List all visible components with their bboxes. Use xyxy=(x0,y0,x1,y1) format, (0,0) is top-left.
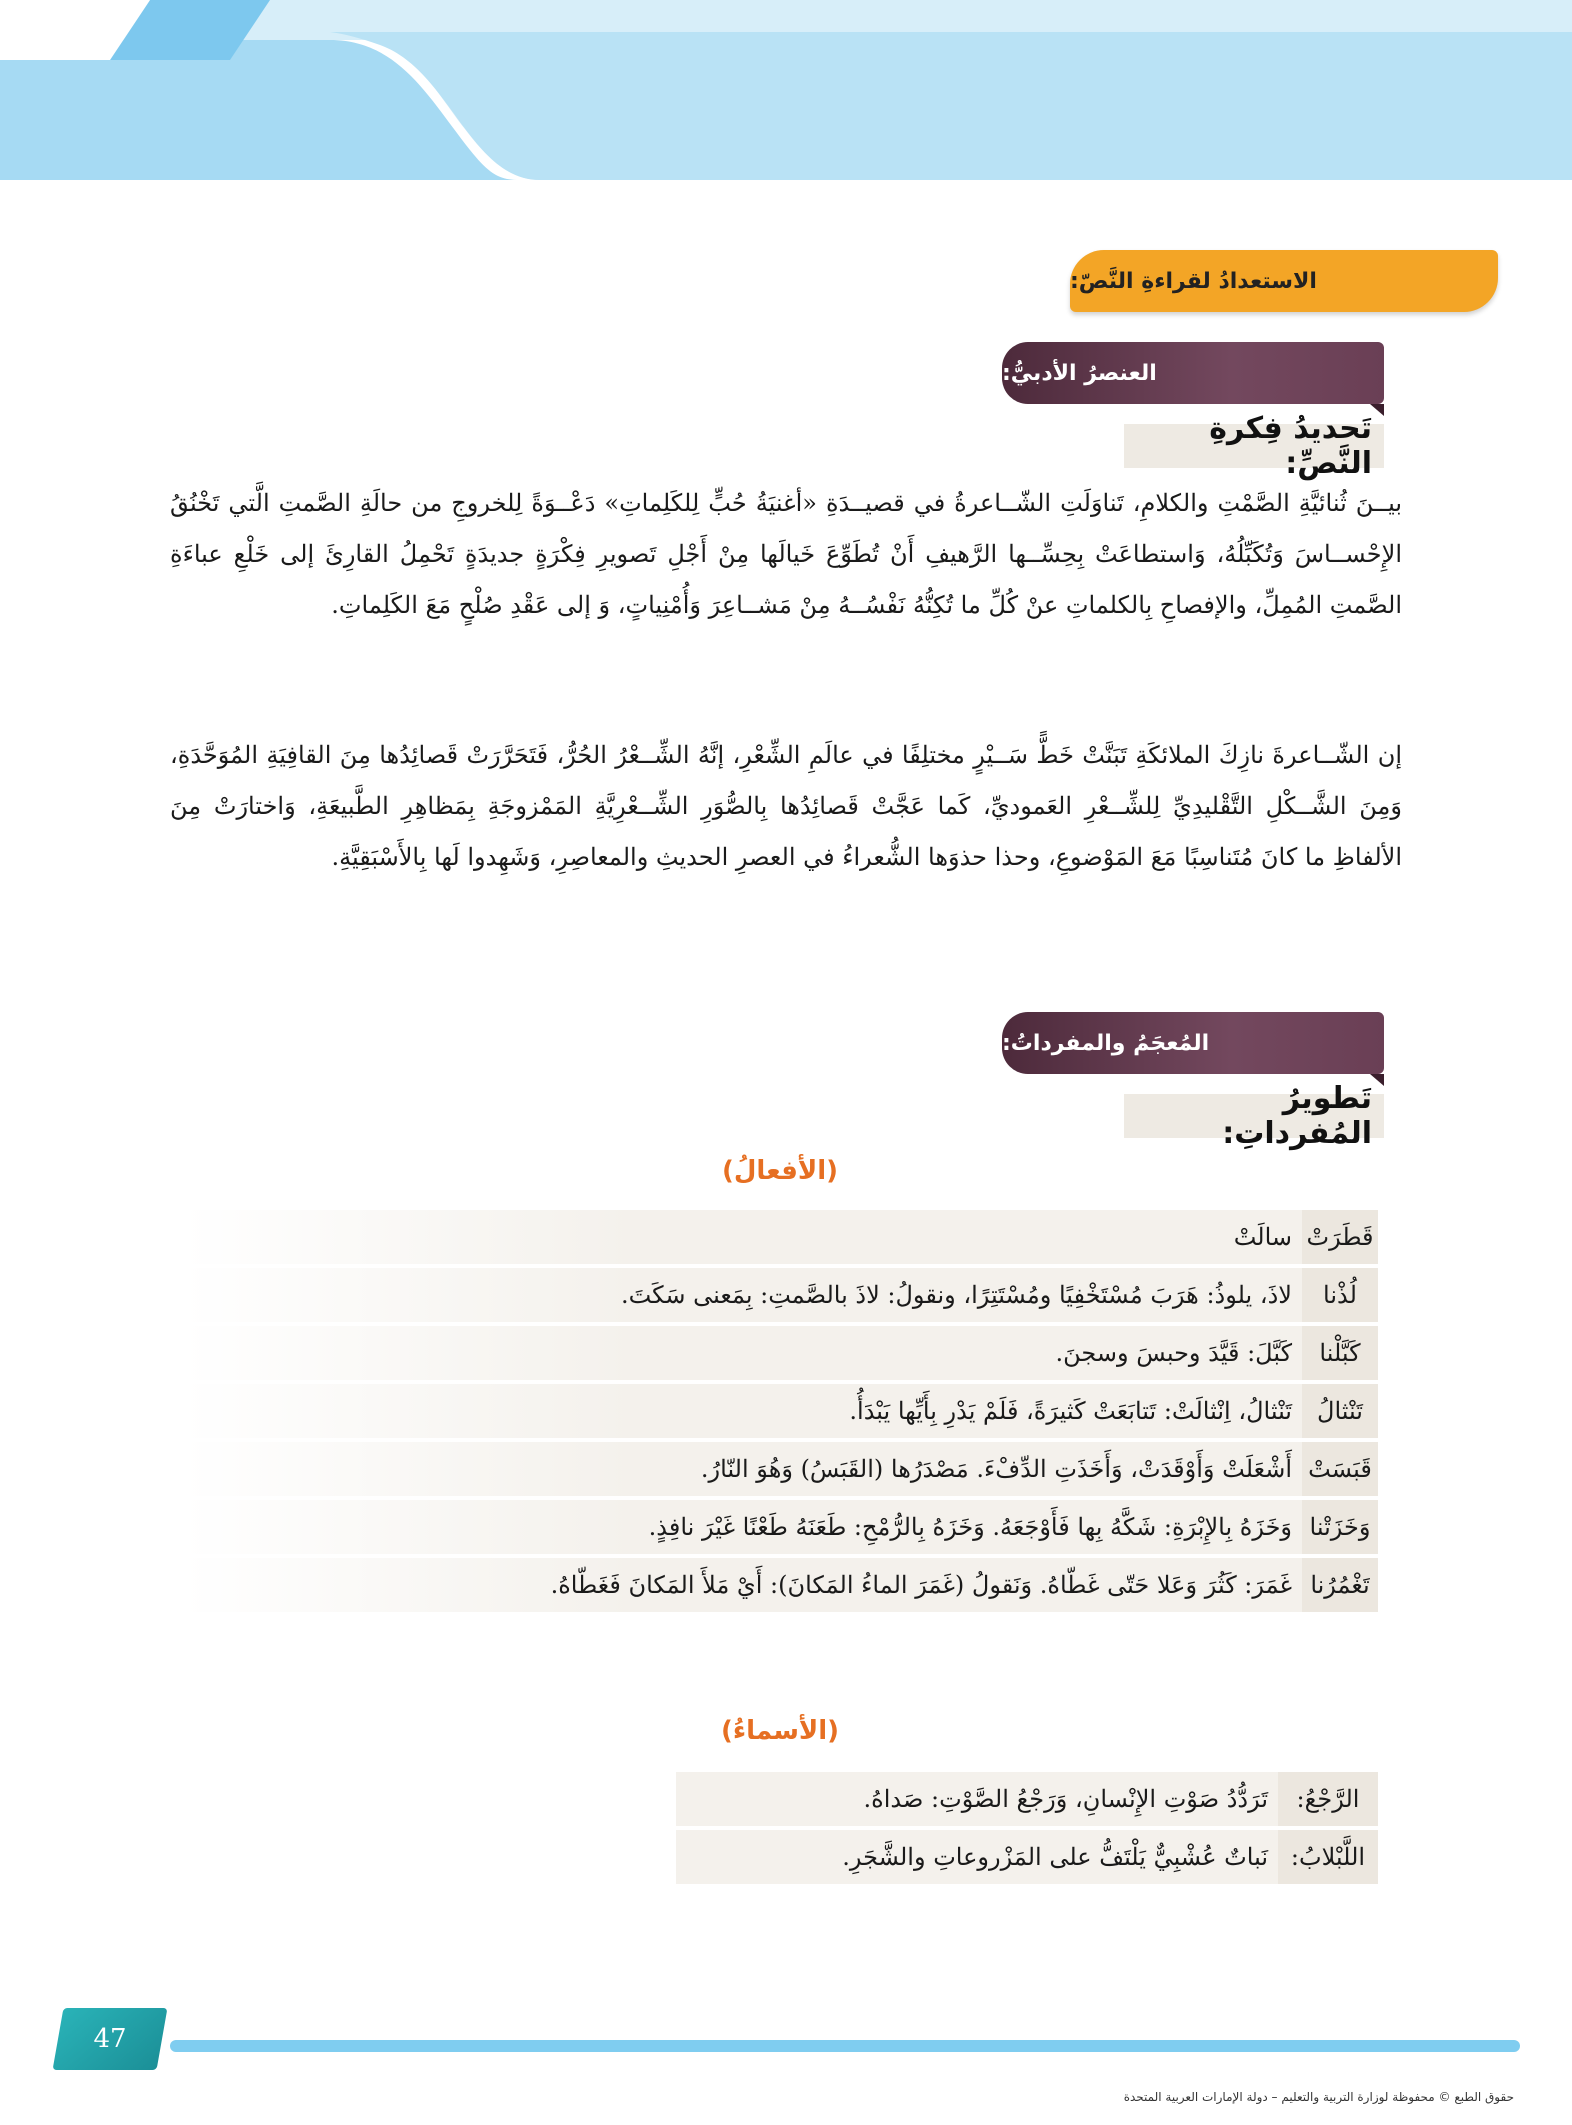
verb-word: كَبَّلْنا xyxy=(1302,1326,1378,1380)
verb-row xyxy=(184,1326,1378,1380)
verb-row xyxy=(184,1384,1378,1438)
noun-word: الرَّجْعُ: xyxy=(1278,1772,1378,1826)
vocabulary-label: المُعجَمُ والمفرداتُ: xyxy=(1002,1030,1210,1056)
verb-word: لُذْنا xyxy=(1302,1268,1378,1322)
vocabulary-tab xyxy=(1002,1012,1384,1074)
paragraph-1: بيــنَ ثُنائيَّةِ الصَّمْتِ والكلامِ، تَناوَلَتِ الشّــاعرةُ في قصيــدَةِ «أغنيَةُ حُبٍّ لِلكَلِماتِ» دَعْــوَةً لِلخروجِ من حالَةِ الصَّمتِ الَّتي تَخْنُقُ الإِحْســاسَ وَتُكَبِّلُهُ، وَاستطاعَتْ بِحِسِّــها الرَّهيفِ أَنْ تُطَوِّعَ خَيالَها مِنْ أَجْلِ تَصويرِ فِكْرَةٍ جديدَةٍ تَحْمِلُ القارِئَ إلى خَلْعِ عباءَةِ الصَّمتِ المُمِلِّ، والإفصاحِ بِالكلماتِ عنْ كُلِّ ما تُكِنُّهُ نَفْسُــهُ مِنْ مَشــاعِرَ وَأُمْنِياتٍ، وَ إلى عَقْدِ صُلْحٍ مَعَ الكَلِماتِ. xyxy=(170,489,1402,619)
verb-word: قَطَرَتْ xyxy=(1302,1210,1378,1264)
verb-word: تَنْثالُ xyxy=(1302,1384,1378,1438)
noun-meaning: تَرَدُّدُ صَوْتِ الإِنْسانِ، وَرَجْعُ الصَّوْتِ: صَداهُ. xyxy=(676,1772,1278,1826)
paragraph-2: إن الشّــاعرةَ نازِكَ الملائكَةِ تَبَنَّتْ خَطًّ سَــيْرٍ مختلِفًا في عالَمِ الشِّعْرِ، إنَّهُ الشِّــعْرُ الحُرُّ، فَتَحَرَّرَتْ قَصائِدُها مِنَ القافِيَةِ المُوَحَّدَةِ، وَمِنَ الشَّــكْلِ التَّقْليدِيِّ لِلشِّــعْرِ العَموديِّ، كَما عَجَّتْ قَصائِدُها بِالصُّوَرِ الشِّــعْرِيَّةِ المَمْزوجَةِ بِمَظاهِرِ الطَّبيعَةِ، وَاختارَتْ مِنَ الألفاظِ ما كانَ مُتَناسِبًا مَعَ المَوْضوعِ، وحذا حذوَها الشُّعراءُ في العصرِ الحديثِ والمعاصِرِ، وَشَهِدوا لَها بِالأَسْبَقِيَّةِ. xyxy=(170,741,1402,871)
verb-row xyxy=(184,1558,1378,1612)
verbs-label: (الأفعالُ) xyxy=(721,1156,839,1186)
page-number: 47 xyxy=(93,2024,127,2054)
copyright-notice: حقوق الطبع © محفوظة لوزارة التربية والتعليم – دولة الإمارات العربية المتحدة xyxy=(1123,2090,1514,2104)
vocabulary-heading-text: تَطويرُ المُفرداتِ: xyxy=(1222,1081,1372,1151)
verb-meaning: وَخَزَهُ بِالإِبْرَةِ: شَكَّهُ بِها فَأَوْجَعَهُ. وَخَزَهُ بِالرُّمْحِ: طَعَنَهُ طَعْنًا غَيْرَ نافِذٍ. xyxy=(184,1500,1302,1554)
noun-row xyxy=(676,1772,1378,1826)
noun-row xyxy=(676,1830,1378,1884)
verb-meaning: تَنْثالُ، اِنْثالَتْ: تَتابَعَتْ كَثيرَةً، فَلَمْ يَدْرِ بِأَيِّها يَبْدَأُ. xyxy=(184,1384,1302,1438)
text-idea-heading-text: تَحديدُ فِكرةِ النَّصِّ: xyxy=(1209,411,1372,481)
vocabulary-heading xyxy=(1124,1081,1384,1151)
verb-word: وَخَزَتْنا xyxy=(1302,1500,1378,1554)
text-idea-heading xyxy=(1124,411,1384,481)
top-banner xyxy=(0,0,1572,200)
verb-word: قَبَسَتْ xyxy=(1302,1442,1378,1496)
noun-meaning: نَباتٌ عُشْبِيٌّ يَلْتَفُّ على المَزْروعاتِ والشَّجَرِ. xyxy=(676,1830,1278,1884)
literary-element-tab xyxy=(1002,342,1384,404)
nouns-label: (الأسماءُ) xyxy=(720,1716,840,1746)
verb-row xyxy=(184,1442,1378,1496)
verbs-table xyxy=(184,1210,1378,1616)
nouns-table xyxy=(676,1772,1378,1888)
verb-meaning: غَمَرَ: كَثُرَ وَعَلا حَتّى غَطّاهُ. وَنَقولُ (غَمَرَ الماءُ المَكانَ): أَيْ مَلأَ المَكانَ فَغَطّاهُ. xyxy=(184,1558,1302,1612)
verb-row xyxy=(184,1500,1378,1554)
verb-meaning: أَشْعَلَتْ وَأَوْقَدَتْ، وَأَخَذَتِ الدِّفْءَ. مَصْدَرُها (القَبَسُ) وَهُوَ النّارُ. xyxy=(184,1442,1302,1496)
verb-meaning: لاذَ، يلوذُ: هَرَبَ مُسْتَخْفِيًا ومُسْتَتِرًا، ونقولُ: لاذَ بالصَّمتِ: بِمَعنى سَكَتَ. xyxy=(184,1268,1302,1322)
verb-meaning: سالَتْ xyxy=(184,1210,1302,1264)
noun-word: اللَّبْلابُ: xyxy=(1278,1830,1378,1884)
footer-bar xyxy=(170,2040,1520,2052)
verb-meaning: كَبَّلَ: قَيَّدَ وحبسَ وسجنَ. xyxy=(184,1326,1302,1380)
verb-word: تَغْمُرُنا xyxy=(1302,1558,1378,1612)
pre-reading-text: الاستعدادُ لقراءةِ النَّصّ: xyxy=(1070,268,1317,294)
verb-row xyxy=(184,1268,1378,1322)
pre-reading-label xyxy=(1070,250,1498,312)
literary-element-label: العنصرُ الأدبيُّ: xyxy=(1002,360,1157,386)
verb-row xyxy=(184,1210,1378,1264)
